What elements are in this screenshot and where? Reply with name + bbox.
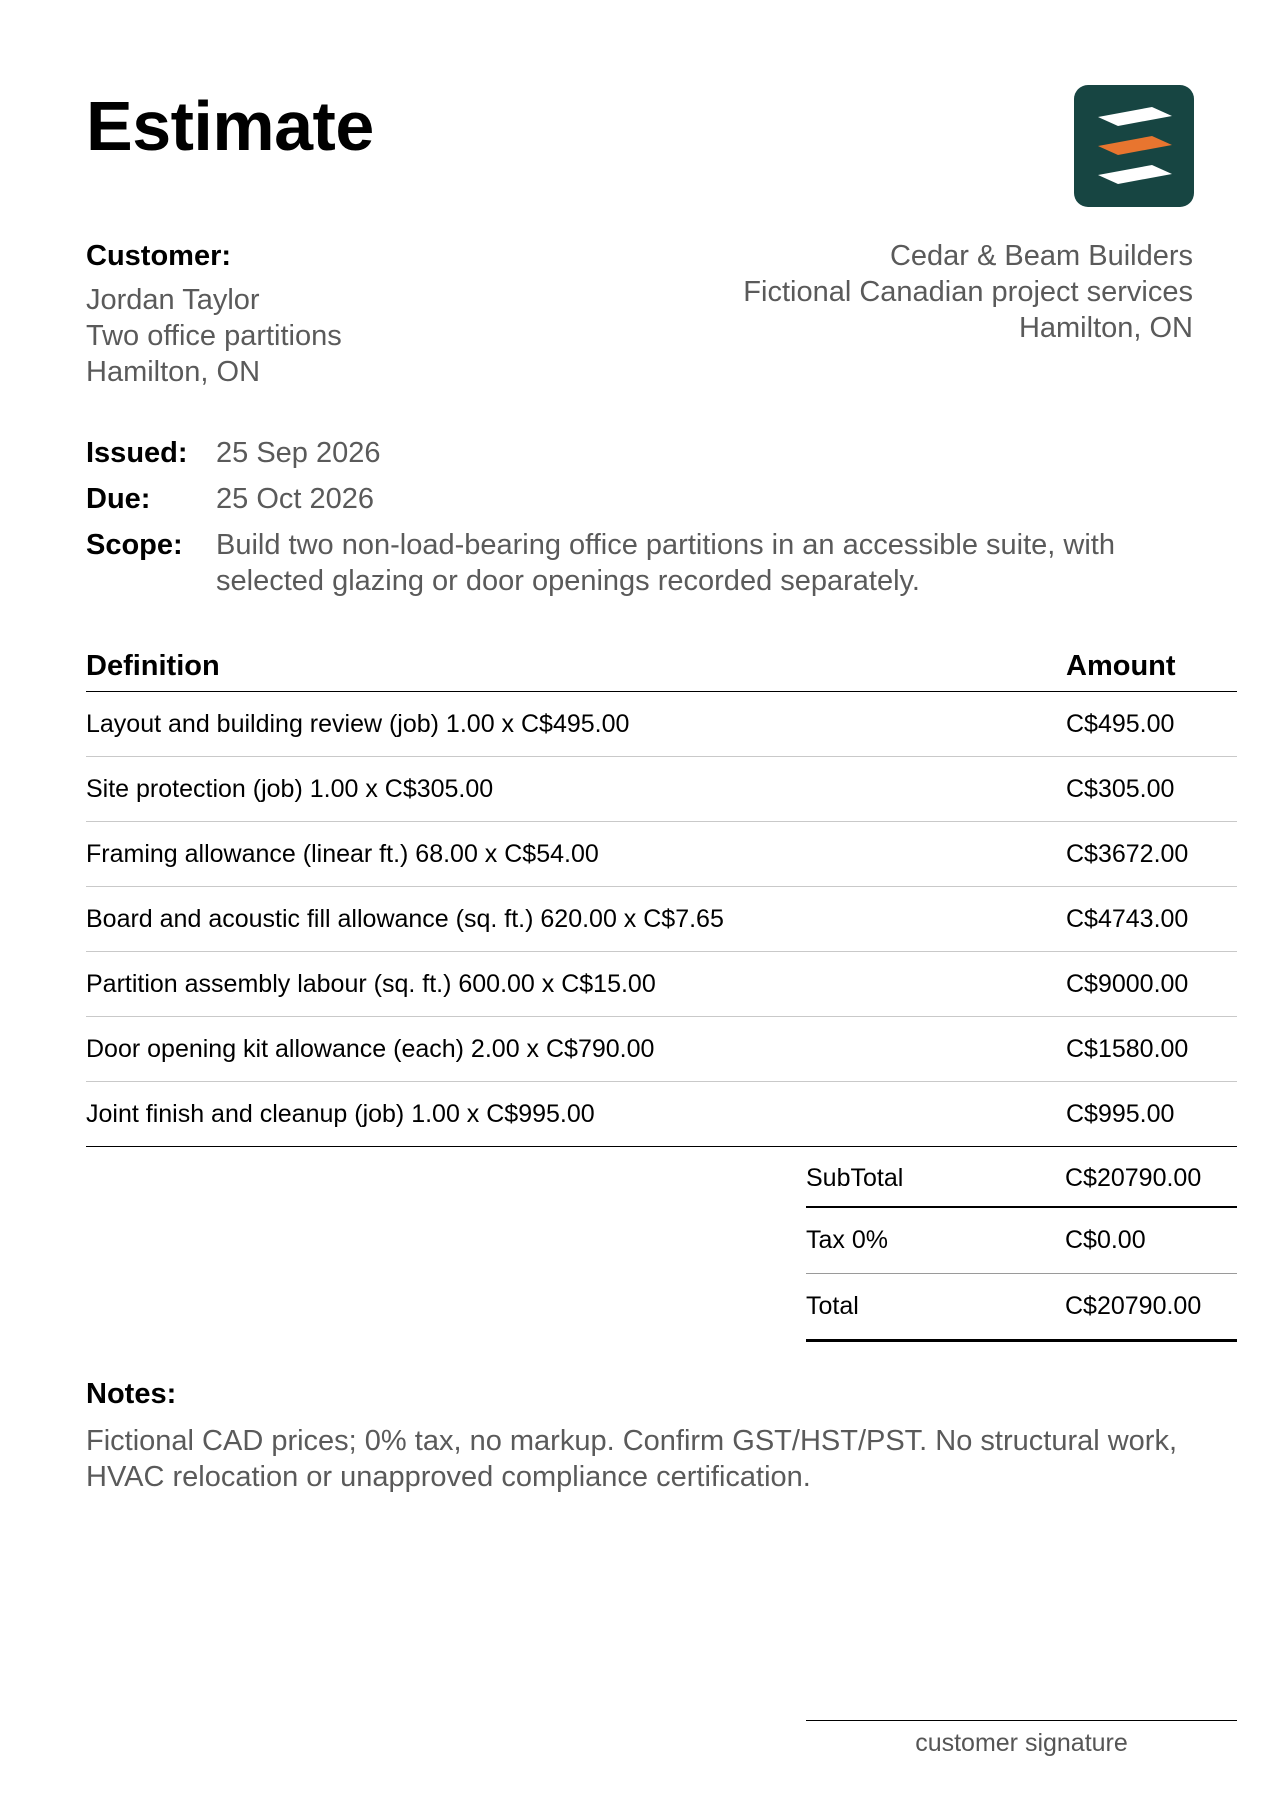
row-definition: Layout and building review (job) 1.00 x C$495.00 (86, 692, 1066, 757)
company-logo (1074, 85, 1194, 207)
row-definition: Joint finish and cleanup (job) 1.00 x C$995.00 (86, 1082, 1066, 1147)
scope-text: Build two non-load-bearing office partitions in an accessible suite, with selected glazing or door openings recorded separately. (216, 529, 1115, 597)
row-amount: C$495.00 (1066, 692, 1237, 757)
table-row (86, 952, 1237, 1017)
issued-row (86, 435, 1216, 471)
totals-block (806, 1150, 1237, 1342)
notes-label: Notes: (86, 1378, 177, 1410)
amount-header: Amount (1066, 650, 1237, 692)
layers-icon (1074, 85, 1194, 207)
subtotal-value: C$20790.00 (1065, 1163, 1202, 1192)
estimate-meta (86, 435, 1216, 609)
scope-row (86, 527, 1216, 599)
total-label: Total (806, 1292, 859, 1320)
definition-header: Definition (86, 650, 1066, 692)
table-row (86, 757, 1237, 822)
table-row (86, 692, 1237, 757)
row-amount: C$3672.00 (1066, 822, 1237, 887)
table-row (86, 1082, 1237, 1147)
row-amount: C$1580.00 (1066, 1017, 1237, 1082)
subtotal-label: SubTotal (806, 1163, 904, 1192)
customer-block (86, 238, 342, 390)
table-row (86, 822, 1237, 887)
row-definition: Board and acoustic fill allowance (sq. ft.) 620.00 x C$7.65 (86, 887, 1066, 952)
row-amount: C$305.00 (1066, 757, 1237, 822)
tax-value: C$0.00 (1065, 1226, 1146, 1254)
notes-text: Fictional CAD prices; 0% tax, no markup. Confirm GST/HST/PST. No structural work, HVAC relocation or unapproved compliance certification. (86, 1425, 1178, 1493)
total-row (806, 1274, 1237, 1342)
company-tagline: Fictional Canadian project services (743, 276, 1193, 308)
signature-label: customer signature (915, 1729, 1128, 1757)
row-amount: C$995.00 (1066, 1082, 1237, 1147)
table-row (86, 1017, 1237, 1082)
row-definition: Framing allowance (linear ft.) 68.00 x C$54.00 (86, 822, 1066, 887)
customer-location: Hamilton, ON (86, 356, 261, 388)
customer-label: Customer: (86, 240, 232, 272)
due-label: Due: (86, 483, 151, 515)
document-title: Estimate (86, 87, 374, 165)
table-row (86, 887, 1237, 952)
due-row (86, 481, 1216, 517)
issued-date: 25 Sep 2026 (216, 437, 381, 469)
scope-label: Scope: (86, 529, 183, 561)
tax-label: Tax 0% (806, 1226, 888, 1254)
company-location: Hamilton, ON (1018, 312, 1193, 344)
signature-line (806, 1720, 1237, 1721)
tax-row (806, 1208, 1237, 1274)
company-name: Cedar & Beam Builders (889, 240, 1193, 272)
customer-name: Jordan Taylor (86, 284, 260, 316)
line-items-table (86, 650, 1237, 1147)
row-definition: Site protection (job) 1.00 x C$305.00 (86, 757, 1066, 822)
due-date: 25 Oct 2026 (216, 483, 374, 515)
issued-label: Issued: (86, 437, 188, 469)
table-header-row (86, 650, 1237, 692)
company-block (743, 238, 1193, 346)
row-amount: C$9000.00 (1066, 952, 1237, 1017)
subtotal-row (806, 1150, 1237, 1208)
notes-block (86, 1378, 1216, 1495)
total-value: C$20790.00 (1065, 1292, 1202, 1320)
row-definition: Partition assembly labour (sq. ft.) 600.00 x C$15.00 (86, 952, 1066, 1017)
row-definition: Door opening kit allowance (each) 2.00 x C$790.00 (86, 1017, 1066, 1082)
customer-project: Two office partitions (86, 320, 342, 352)
row-amount: C$4743.00 (1066, 887, 1237, 952)
